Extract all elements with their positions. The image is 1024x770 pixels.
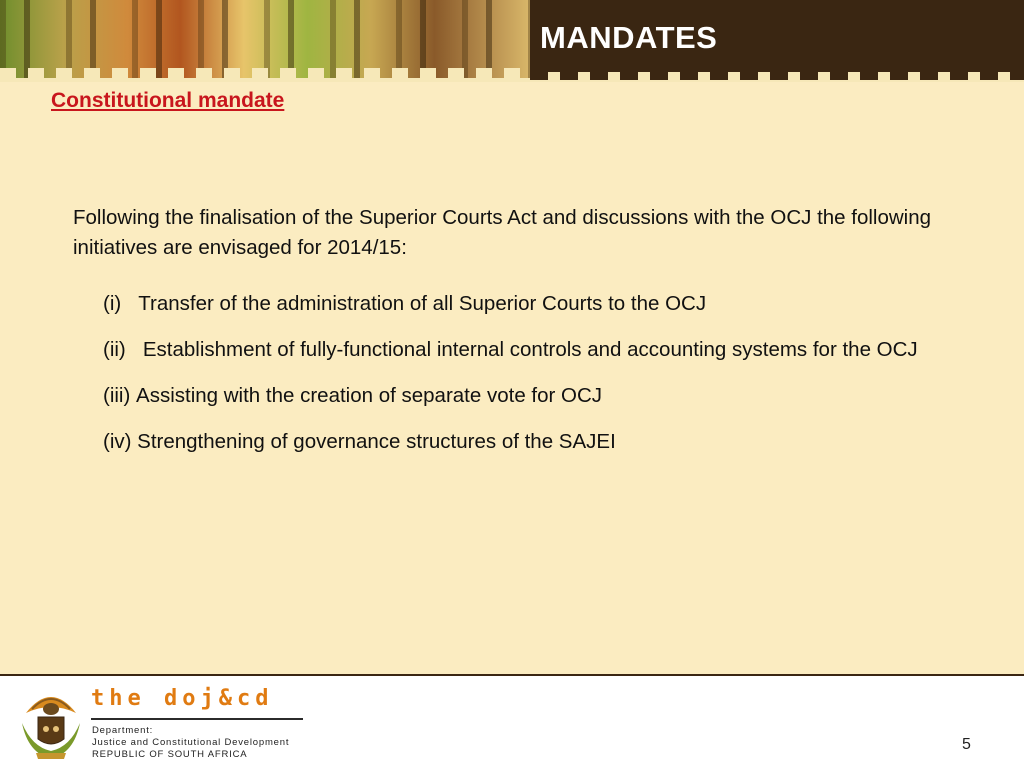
department-info	[92, 725, 322, 761]
page-number: 5	[962, 736, 971, 753]
slide-subtitle: Constitutional mandate	[51, 89, 285, 112]
list-item	[103, 382, 983, 410]
intro-paragraph: Following the finalisation of the Superior Courts Act and discussions with the OCJ the following initiatives are envisaged for 2014/15:	[73, 206, 932, 259]
list-item-number: (iv)	[103, 430, 138, 453]
list-item-text: Assisting with the creation of separate vote for OCJ	[136, 384, 603, 407]
list-item	[103, 336, 983, 364]
header-banner	[0, 0, 1024, 82]
dept-line: Department:	[92, 725, 154, 736]
list-item	[103, 428, 983, 456]
list-item-text: Transfer of the administration of all Superior Courts to the OCJ	[138, 292, 707, 315]
list-item-number: (ii)	[103, 338, 143, 361]
header-photo	[0, 0, 530, 78]
brand-name: the doj&cd	[91, 686, 274, 711]
list-item-text: Establishment of fully-functional internal controls and accounting systems for the OCJ	[142, 338, 918, 361]
footer	[0, 674, 1024, 770]
dept-line: REPUBLIC OF SOUTH AFRICA	[92, 749, 248, 760]
list-item-number: (i)	[103, 292, 139, 315]
header-title: MANDATES	[540, 20, 718, 55]
list-item-number: (iii)	[103, 384, 137, 407]
list-item	[103, 290, 983, 318]
brand-divider	[91, 718, 303, 720]
dept-line: Justice and Constitutional Development	[92, 737, 290, 748]
initiatives-list	[103, 290, 983, 474]
list-item-text: Strengthening of governance structures of the SAJEI	[137, 430, 616, 453]
coat-of-arms-icon	[18, 683, 84, 763]
